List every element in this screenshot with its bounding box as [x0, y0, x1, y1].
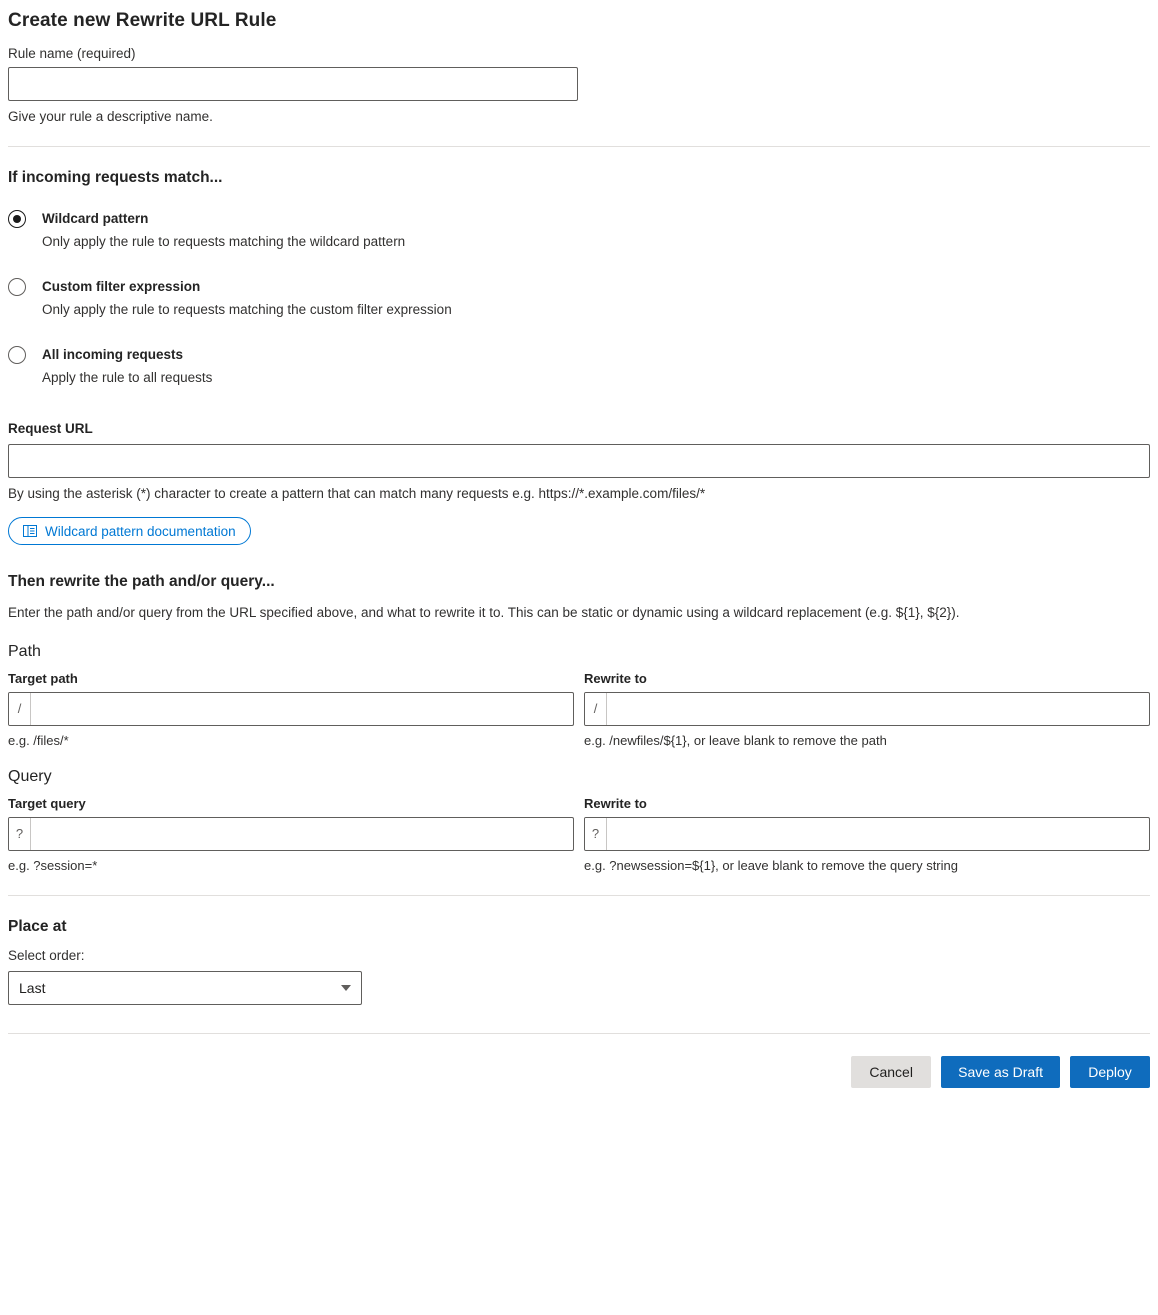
rewrite-query-prefix-icon: ? [585, 818, 607, 850]
radio-option-custom-filter-expression[interactable] [8, 277, 1150, 319]
rewrite-query-input-wrapper[interactable] [584, 817, 1150, 851]
rewrite-path-prefix-icon: / [585, 693, 607, 725]
rewrite-path-label: Rewrite to [584, 670, 647, 686]
radio-icon-custom-filter-expression[interactable] [8, 278, 26, 296]
target-query-input[interactable] [31, 818, 573, 850]
rewrite-query-hint: e.g. ?newsession=${1}, or leave blank to remove the query string [584, 857, 958, 873]
radio-description-custom-filter-expression: Only apply the rule to requests matching the custom filter expression [42, 301, 452, 317]
wildcard-pattern-documentation-label: Wildcard pattern documentation [45, 523, 236, 539]
rewrite-query-input[interactable] [607, 818, 1149, 850]
rewrite-section-title: Then rewrite the path and/or query... [8, 573, 275, 591]
path-prefix-icon: / [9, 693, 31, 725]
radio-label-custom-filter-expression: Custom filter expression [42, 279, 201, 295]
target-path-input[interactable] [31, 693, 573, 725]
match-options-group [8, 209, 1150, 387]
rule-name-helper: Give your rule a descriptive name. [8, 109, 213, 124]
radio-icon-wildcard-pattern[interactable] [8, 210, 26, 228]
footer-divider [8, 1033, 1150, 1034]
target-query-hint: e.g. ?session=* [8, 857, 98, 873]
target-path-hint: e.g. /files/* [8, 732, 69, 748]
rule-name-label: Rule name (required) [8, 46, 136, 61]
target-path-label: Target path [8, 670, 78, 686]
radio-label-wildcard-pattern: Wildcard pattern [42, 211, 149, 226]
select-order-label: Select order: [8, 947, 85, 963]
place-at-divider [8, 895, 1150, 896]
target-path-input-wrapper[interactable] [8, 692, 574, 726]
deploy-button[interactable]: Deploy [1070, 1056, 1150, 1088]
section-divider [8, 146, 1150, 147]
rewrite-path-hint: e.g. /newfiles/${1}, or leave blank to remove the path [584, 732, 887, 748]
cancel-button[interactable]: Cancel [851, 1056, 931, 1088]
rewrite-path-field [584, 671, 1150, 748]
query-fields-row [8, 796, 1150, 873]
request-url-label: Request URL [8, 421, 93, 437]
rewrite-path-input-wrapper[interactable] [584, 692, 1150, 726]
rewrite-section-description: Enter the path and/or query from the URL specified above, and what to rewrite it to. This can be static or dynamic using a wildcard replacement (e.g. ${1}, ${2}). [8, 605, 960, 621]
radio-option-wildcard-pattern[interactable] [8, 209, 1150, 251]
save-as-draft-button[interactable]: Save as Draft [941, 1056, 1060, 1088]
target-query-label: Target query [8, 795, 86, 811]
place-at-title: Place at [8, 917, 67, 935]
target-path-field [8, 671, 574, 748]
target-query-field [8, 796, 574, 873]
request-url-helper: By using the asterisk (*) character to create a pattern that can match many requests e.g. https://*.example.com/files/* [8, 486, 706, 502]
path-group-heading: Path [8, 642, 41, 660]
rewrite-query-label: Rewrite to [584, 795, 647, 811]
select-order-value: Last [19, 979, 46, 996]
rule-name-input[interactable] [8, 67, 578, 101]
query-prefix-icon: ? [9, 818, 31, 850]
chevron-down-icon[interactable] [341, 985, 351, 991]
wildcard-pattern-documentation-button[interactable] [8, 517, 251, 545]
page-title: Create new Rewrite URL Rule [8, 10, 277, 31]
select-order-dropdown[interactable] [8, 971, 362, 1005]
book-icon [23, 524, 37, 538]
target-query-input-wrapper[interactable] [8, 817, 574, 851]
create-rewrite-url-rule-form [0, 10, 1158, 1102]
rewrite-query-field [584, 796, 1150, 873]
query-group-heading: Query [8, 767, 52, 785]
form-actions [8, 1056, 1150, 1102]
rewrite-path-input[interactable] [607, 693, 1149, 725]
match-section-title: If incoming requests match... [8, 169, 223, 186]
path-fields-row [8, 671, 1150, 748]
radio-option-all-incoming-requests[interactable] [8, 345, 1150, 387]
radio-label-all-incoming-requests: All incoming requests [42, 347, 184, 363]
radio-description-all-incoming-requests: Apply the rule to all requests [42, 369, 213, 385]
request-url-input[interactable] [8, 444, 1150, 478]
radio-description-wildcard-pattern: Only apply the rule to requests matching the wildcard pattern [42, 233, 406, 249]
radio-icon-all-incoming-requests[interactable] [8, 346, 26, 364]
